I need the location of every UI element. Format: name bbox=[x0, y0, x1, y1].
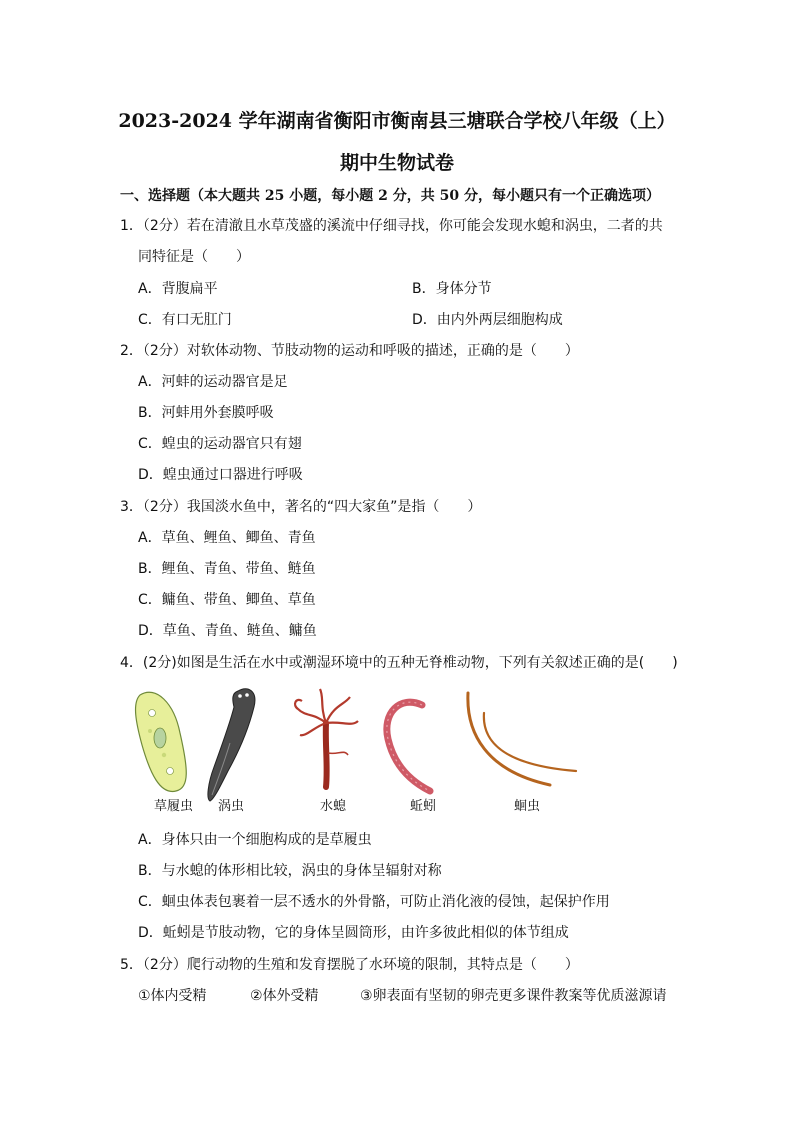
q2-stem: 2．（2分）对软体动物、节肢动物的运动和呼吸的描述，正确的是（ ） bbox=[120, 343, 579, 359]
q1-option-b: B．身体分节 bbox=[412, 281, 492, 297]
exam-title-line1: 2023-2024 学年湖南省衡阳市衡南县三塘联合学校八年级（上） bbox=[118, 110, 676, 132]
q5-stem: 5．（2分）爬行动物的生殖和发育摆脱了水环境的限制，其特点是（ ） bbox=[120, 957, 579, 973]
exam-title-line2: 期中生物试卷 bbox=[339, 152, 454, 174]
earthworm-illustration bbox=[387, 702, 430, 791]
q4-option-a: A．身体只由一个细胞构成的是草履虫 bbox=[138, 832, 372, 848]
q1-stem-line2: 同特征是（ ） bbox=[138, 249, 250, 265]
q3-option-a: A．草鱼、鲤鱼、鲫鱼、青鱼 bbox=[138, 530, 316, 546]
planarian-illustration bbox=[208, 689, 255, 801]
q1-stem-line1: 1．（2分）若在清澈且水草茂盛的溪流中仔细寻找，你可能会发现水螅和涡虫，二者的共 bbox=[120, 218, 663, 234]
q2-option-a: A．河蚌的运动器官是足 bbox=[138, 374, 288, 390]
q4-option-d: D．蚯蚓是节肢动物，它的身体呈圆筒形，由许多彼此相似的体节组成 bbox=[138, 925, 569, 941]
invertebrates-figure bbox=[130, 683, 590, 813]
q4-stem: 4．(2分)如图是生活在水中或潮湿环境中的五种无脊椎动物，下列有关叙述正确的是( ) bbox=[120, 655, 678, 671]
hydra-illustration bbox=[295, 689, 358, 787]
q1-option-c: C．有口无肛门 bbox=[138, 312, 232, 328]
q2-option-b: B．河蚌用外套膜呼吸 bbox=[138, 405, 274, 421]
caption-roundworm: 蛔虫 bbox=[514, 799, 541, 814]
caption-planarian: 涡虫 bbox=[218, 799, 245, 814]
q2-option-c: C．蝗虫的运动器官只有翅 bbox=[138, 436, 302, 452]
q3-stem: 3．（2分）我国淡水鱼中，著名的“四大家鱼”是指（ ） bbox=[120, 499, 482, 515]
q5-choice-3: ③卵表面有坚韧的卵壳更多课件教案等优质滋源请 bbox=[360, 988, 667, 1004]
q4-option-b: B．与水螅的体形相比较，涡虫的身体呈辐射对称 bbox=[138, 863, 442, 879]
q5-choice-2: ②体外受精 bbox=[250, 988, 319, 1004]
q5-choice-1: ①体内受精 bbox=[138, 988, 207, 1004]
caption-hydra: 水螅 bbox=[320, 799, 347, 814]
q3-option-d: D．草鱼、青鱼、鲢鱼、鳙鱼 bbox=[138, 623, 317, 639]
caption-earthworm: 蚯蚓 bbox=[410, 799, 437, 814]
q3-option-b: B．鲤鱼、青鱼、带鱼、鲢鱼 bbox=[138, 561, 316, 577]
q1-option-d: D．由内外两层细胞构成 bbox=[412, 312, 563, 328]
q3-option-c: C．鳙鱼、带鱼、鲫鱼、草鱼 bbox=[138, 592, 316, 608]
roundworm-illustration bbox=[468, 693, 576, 785]
q1-option-a: A．背腹扁平 bbox=[138, 281, 218, 297]
q2-option-d: D．蝗虫通过口器进行呼吸 bbox=[138, 467, 303, 483]
q4-option-c: C．蛔虫体表包裹着一层不透水的外骨骼，可防止消化液的侵蚀，起保护作用 bbox=[138, 894, 610, 910]
paramecium-illustration bbox=[136, 692, 187, 791]
caption-paramecium: 草履虫 bbox=[154, 799, 194, 814]
section-heading: 一、选择题（本大题共 25 小题，每小题 2 分，共 50 分，每小题只有一个正确选项） bbox=[120, 188, 660, 204]
